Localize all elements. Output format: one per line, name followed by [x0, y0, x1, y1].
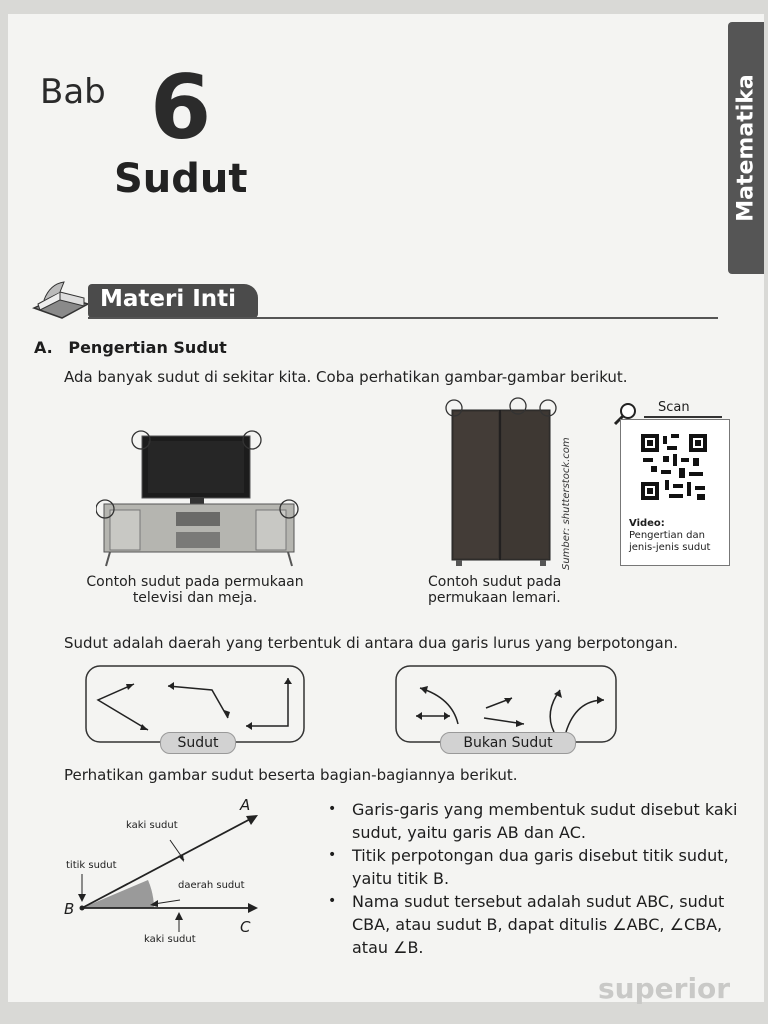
kaki-sudut-bottom-label: kaki sudut	[144, 934, 196, 945]
section-title: Pengertian Sudut	[68, 338, 227, 357]
titik-sudut-label: titik sudut	[66, 860, 117, 871]
scan-label: Scan	[658, 400, 690, 415]
cabinet-illustration	[436, 396, 566, 576]
bab-label: Bab	[40, 72, 106, 112]
video-label: Video:	[629, 518, 665, 529]
definition-text: Sudut adalah daerah yang terbentuk di antara dua garis lurus yang berpotongan.	[64, 634, 679, 652]
bullet-item: • Nama sudut tersebut adalah sudut ABC, sudut CBA, atau sudut B, dapat ditulis ∠ABC, ∠CBA, atau ∠B.	[324, 890, 744, 959]
qr-code-icon[interactable]	[639, 432, 709, 502]
banner-label: Materi Inti	[100, 286, 237, 312]
daerah-sudut-label: daerah sudut	[178, 880, 245, 891]
kaki-sudut-top-label: kaki sudut	[126, 820, 178, 831]
point-a-label: A	[240, 796, 251, 814]
page	[8, 14, 764, 1005]
parts-intro-text: Perhatikan gambar sudut beserta bagian-bagiannya berikut.	[64, 766, 518, 784]
chapter-title: Sudut	[114, 156, 248, 202]
scan-underline	[644, 416, 722, 418]
parts-bullet-list	[324, 798, 744, 959]
bukan-sudut-label: Bukan Sudut	[440, 732, 576, 754]
section-letter: A.	[34, 338, 53, 357]
open-book-icon	[30, 278, 92, 324]
video-desc: Pengertian dan jenis-jenis sudut	[629, 530, 711, 553]
faint-brand-watermark: superior	[598, 972, 731, 1005]
bullet-item: • Garis-garis yang membentuk sudut disebut kaki sudut, yaitu garis AB dan AC.	[324, 798, 744, 844]
chapter-number: 6	[150, 56, 212, 159]
side-tab-label: Matematika	[733, 74, 759, 222]
sudut-label: Sudut	[160, 732, 236, 754]
intro-text: Ada banyak sudut di sekitar kita. Coba perhatikan gambar-gambar berikut.	[64, 368, 628, 386]
subject-side-tab	[728, 22, 764, 274]
cabinet-caption: Contoh sudut pada permukaan lemari.	[428, 574, 562, 606]
section-heading	[34, 338, 227, 357]
bullet-item: • Titik perpotongan dua garis disebut titik sudut, yaitu titik B.	[324, 844, 744, 890]
qr-card[interactable]	[620, 419, 730, 566]
point-c-label: C	[240, 918, 251, 936]
point-b-label: B	[64, 900, 75, 918]
materi-inti-banner	[88, 284, 258, 318]
tv-table-illustration	[96, 424, 306, 574]
tv-caption: Contoh sudut pada permukaan televisi dan meja.	[86, 574, 304, 606]
section-rule	[88, 317, 718, 319]
image-source: Sumber: shutterstock.com	[561, 437, 572, 570]
angle-parts-diagram	[62, 794, 268, 954]
